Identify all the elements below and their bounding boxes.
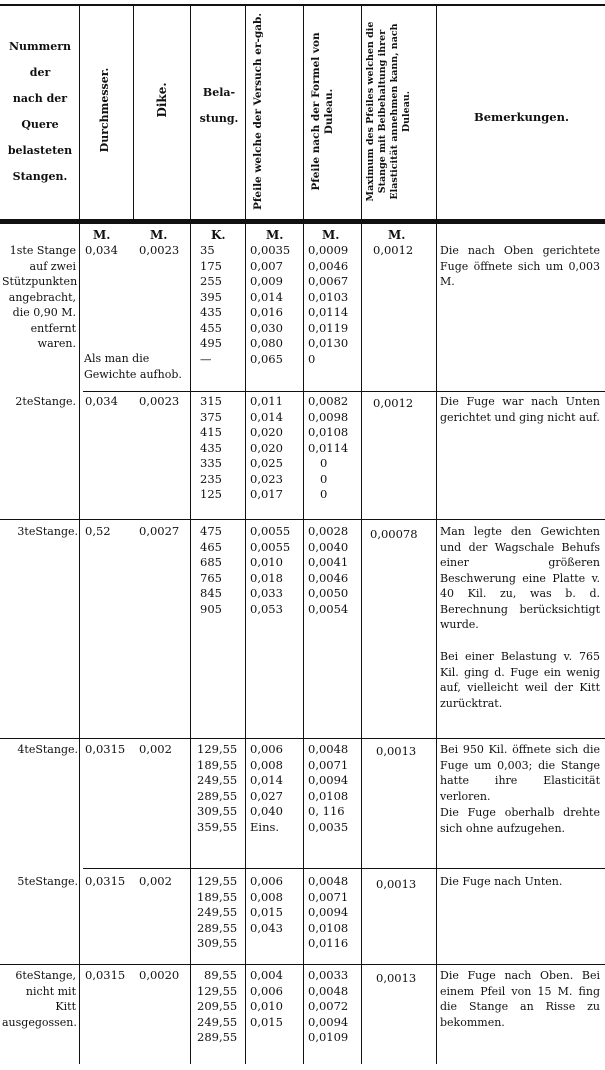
row-4-durchmesser: 0,0315 [85,742,126,756]
unit-belastung: K. [211,228,226,242]
row-2-remark: Die Fuge war nach Unten gerichtet und ging nicht auf. [440,395,600,424]
row-4-maximum: 0,0013 [376,744,417,758]
row-5-formel: 0,0048 0,0071 0,0094 0,0108 0,0116 [308,874,349,950]
row-1-maximum: 0,0012 [373,243,414,257]
unit-dike: M. [150,228,168,242]
row-3-remark-2: Bei einer Belastung v. 765 Kil. ging d. Fuge ein wenig auf, vielleicht weil der Kitt zurücktrat. [440,650,600,710]
row-4-belastung: 129,55 189,55 249,55 289,55 309,55 359,55 [197,742,238,834]
unit-formel: M. [322,228,340,242]
row-2-dike: 0,0023 [139,394,180,408]
row-1-belastung: 35 175 255 395 435 455 495 — [200,243,222,366]
header-pfeile-formel: Pfeile nach der Formel von Duleau. [310,32,335,191]
row-divider [83,391,605,392]
row-5-versuch: 0,006 0,008 0,015 0,043 [250,874,283,935]
row-6-dike: 0,0020 [139,968,180,982]
header-maximum: Maximum des Pfeiles welchen die Stange mit Beibehaltung ihrer Elasticität annehmen kann, nach Duleau. [365,21,412,202]
row-4-remark-2: Die Fuge oberhalb drehte sich ohne aufzugehen. [440,806,600,835]
row-5-belastung: 129,55 189,55 249,55 289,55 309,55 [197,874,238,950]
row-1-note: Als man die Gewichte aufhob. [84,351,188,382]
row-1-dike: 0,0023 [139,243,180,257]
col-divider [79,4,80,1064]
row-divider [0,519,605,520]
row-3-durchmesser: 0,52 [85,524,111,538]
row-5-name: 5teStange. [17,875,78,888]
header-belastung: Bela- stung. [199,86,239,125]
col-divider [133,4,134,219]
row-4-remark: Bei 950 Kil. öffnete sich die Fuge um 0,003; die Stange hatte ihre Elasticität verloren. [440,743,600,803]
row-6-durchmesser: 0,0315 [85,968,126,982]
row-4-dike: 0,002 [139,742,172,756]
row-divider [83,868,605,869]
row-6-versuch: 0,004 0,006 0,010 0,015 [250,968,283,1029]
row-3-dike: 0,0027 [139,524,180,538]
row-divider [0,964,605,965]
row-1-durchmesser: 0,034 [85,243,118,257]
row-3-formel: 0,0028 0,0040 0,0041 0,0046 0,0050 0,0054 [308,524,349,616]
row-3-remark: Man legte den Gewichten und der Wagschale Behufs einer größeren Beschwerung eine Platte v. 40 Kil. zu, was b. d. Berechnung berücksichtigt wurde. [440,525,600,631]
row-6-maximum: 0,0013 [376,971,417,985]
row-1-versuch: 0,0035 0,007 0,009 0,014 0,016 0,030 0,080 0,065 [250,243,291,366]
row-3-versuch: 0,0055 0,0055 0,010 0,018 0,033 0,053 [250,524,291,616]
col-divider [436,4,437,1064]
row-5-durchmesser: 0,0315 [85,874,126,888]
row-5-remark: Die Fuge nach Unten. [440,875,563,888]
unit-maximum: M. [388,228,406,242]
row-6-belastung: 89,55 129,55 209,55 249,55 289,55 [197,968,238,1044]
header-nummern: Nummern der nach der Quere belasteten Stangen. [7,40,73,183]
row-2-versuch: 0,011 0,014 0,020 0,020 0,025 0,023 0,017 [250,394,283,501]
header-dike: Dike. [155,82,169,118]
row-5-dike: 0,002 [139,874,172,888]
row-3-name: 3teStange. [17,525,78,538]
row-6-name: 6teStange, nicht mit Kitt ausgegossen. [2,969,77,1029]
row-2-maximum: 0,0012 [373,396,414,410]
row-1-name: 1ste Stange auf zwei Stützpunkten angebracht, die 0,90 M. entfernt waren. [2,244,78,350]
row-4-formel: 0,0048 0,0071 0,0094 0,0108 0, 116 0,0035 [308,742,349,834]
row-3-maximum: 0,00078 [370,527,418,541]
unit-durchmesser: M. [93,228,111,242]
row-5-maximum: 0,0013 [376,877,417,891]
header-pfeile-versuch: Pfeile welche der Versuch er-gab. [252,12,264,211]
row-3-belastung: 475 465 685 765 845 905 [200,524,222,616]
row-1-remark: Die nach Oben gerichtete Fuge öffnete sich um 0,003 M. [440,244,600,288]
row-1-formel: 0,0009 0,0046 0,0067 0,0103 0,0114 0,0119 0,0130 0 [308,243,349,366]
row-2-name: 2teStange. [15,395,76,408]
header-bemerkungen: Bemerkungen. [474,110,569,124]
row-4-name: 4teStange. [17,743,78,756]
unit-versuch: M. [266,228,284,242]
row-2-formel: 0,0082 0,0098 0,0108 0,0114 0 0 0 [308,394,349,501]
col-divider [245,4,246,1064]
row-4-versuch: 0,006 0,008 0,014 0,027 0,040 Eins. [250,742,283,834]
row-2-belastung: 315 375 415 435 335 235 125 [200,394,222,501]
col-divider [190,4,191,1064]
row-2-durchmesser: 0,034 [85,394,118,408]
header-durchmesser: Durchmesser. [98,67,111,153]
row-divider [0,738,605,739]
row-6-formel: 0,0033 0,0048 0,0072 0,0094 0,0109 [308,968,349,1044]
row-6-remark: Die Fuge nach Oben. Bei einem Pfeil von 15 M. fing die Stange an Risse zu bekommen. [440,969,600,1029]
col-divider [303,4,304,1064]
col-divider [361,4,362,1064]
